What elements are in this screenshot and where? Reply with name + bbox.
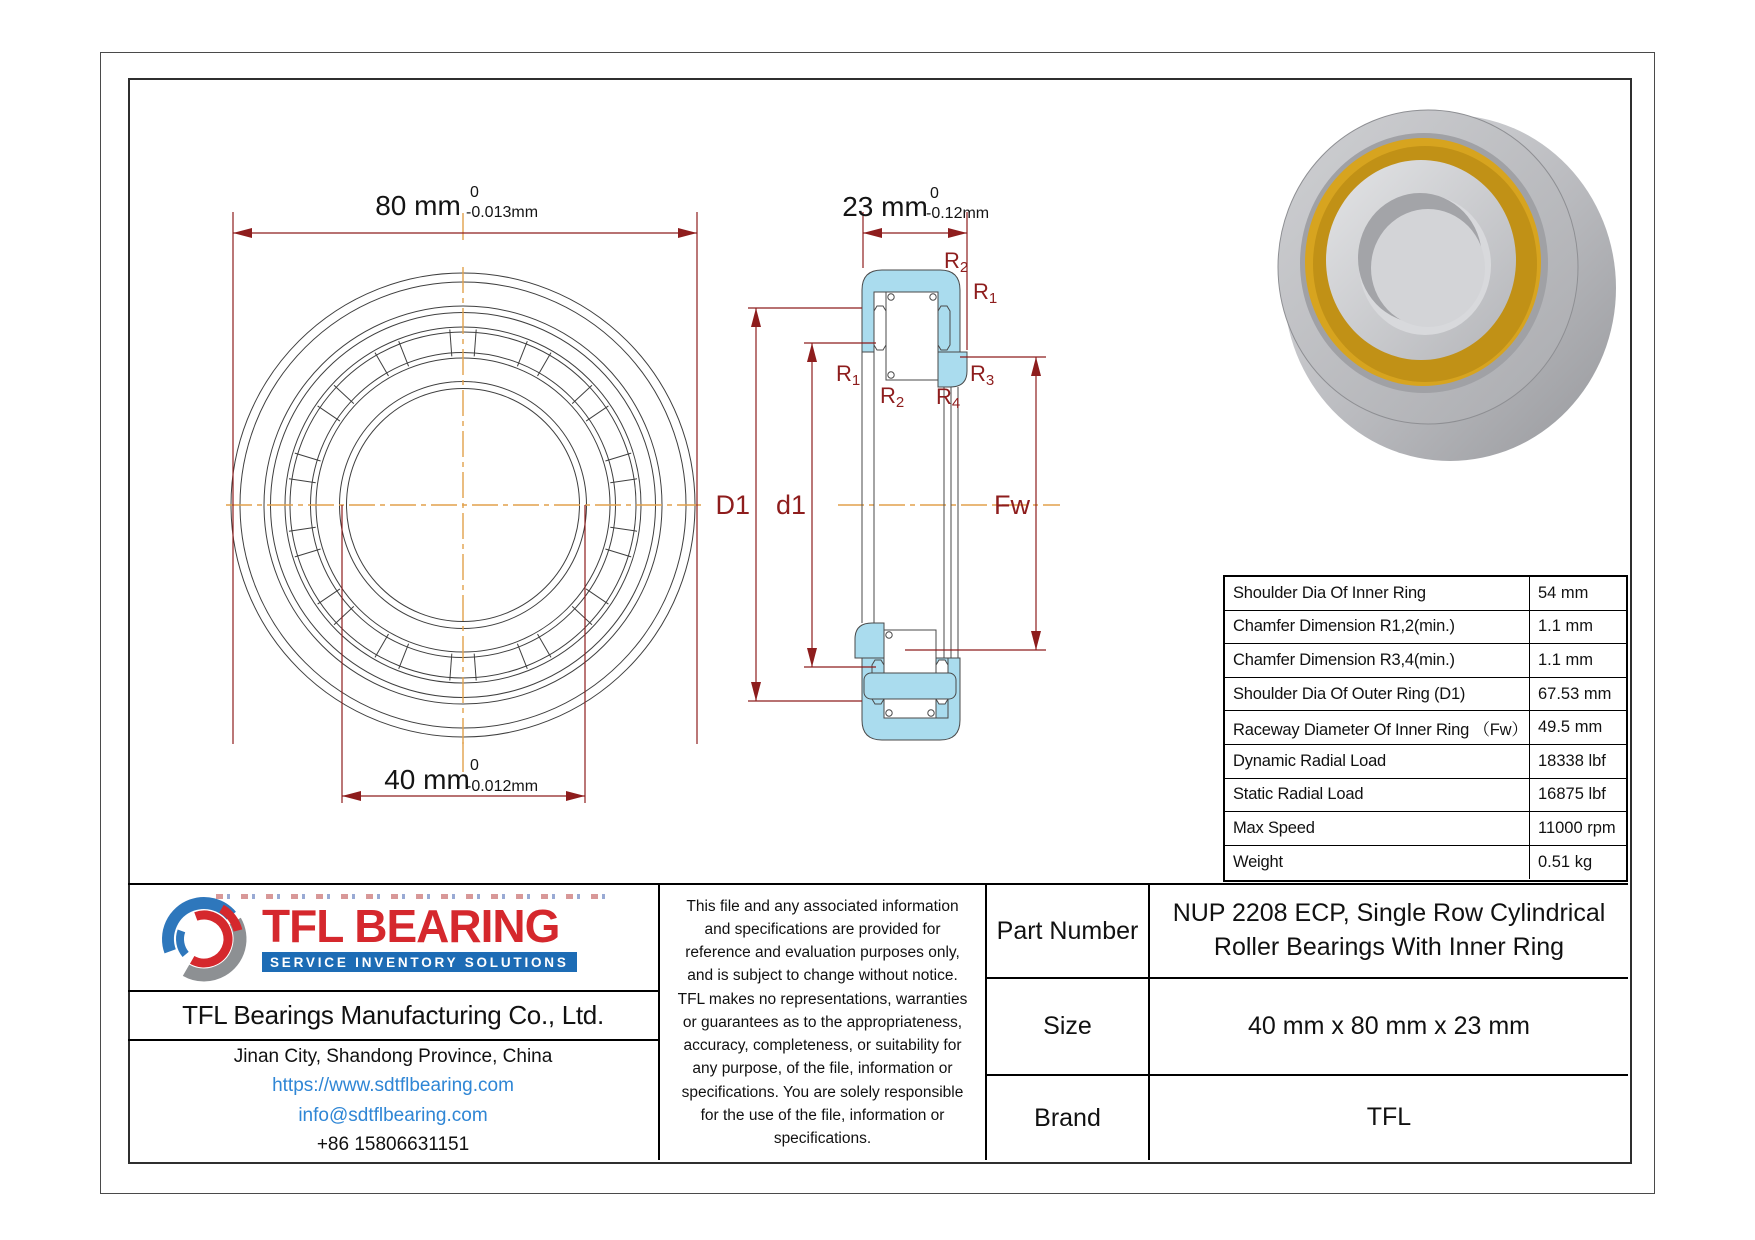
label-r1-left: R1 bbox=[836, 361, 861, 389]
spec-value: 54 mm bbox=[1538, 583, 1589, 602]
spec-value: 0.51 kg bbox=[1538, 853, 1593, 872]
spec-value: 16875 lbf bbox=[1538, 785, 1606, 804]
spec-label: Chamfer Dimension R1,2(min.) bbox=[1225, 611, 1530, 644]
spec-label: Chamfer Dimension R3,4(min.) bbox=[1225, 644, 1530, 677]
width-dim-tol-top: 0 bbox=[930, 185, 939, 202]
table-row bbox=[1225, 678, 1626, 712]
logo-registration-marks bbox=[216, 894, 616, 899]
table-row bbox=[1225, 644, 1626, 678]
spec-value: 1.1 mm bbox=[1538, 617, 1594, 636]
company-logo bbox=[128, 885, 658, 990]
cage-bar bbox=[864, 673, 956, 699]
spec-label: Shoulder Dia Of Outer Ring (D1) bbox=[1225, 678, 1530, 711]
company-phone: +86 15806631151 bbox=[316, 1133, 470, 1155]
company-name-cell bbox=[128, 992, 658, 1039]
table-row bbox=[1225, 779, 1626, 813]
spec-label: Weight bbox=[1225, 846, 1530, 880]
title-block bbox=[128, 883, 1628, 1160]
table-row bbox=[1225, 577, 1626, 611]
spec-value: 67.53 mm bbox=[1538, 684, 1612, 703]
label-r2-top: R2 bbox=[944, 248, 969, 276]
outer-dim-tol-bottom: -0.013mm bbox=[466, 204, 539, 221]
roller-top bbox=[886, 292, 938, 380]
disclaimer-text bbox=[660, 885, 985, 1160]
bore-dim-value: 40 mm bbox=[384, 764, 470, 795]
table-row bbox=[1225, 812, 1626, 846]
width-dim-value: 23 mm bbox=[842, 191, 928, 222]
bore-dim-tol-bottom: -0.012mm bbox=[466, 778, 539, 795]
field-label-part-number: Part Number bbox=[996, 916, 1139, 945]
table-row bbox=[1225, 711, 1626, 745]
spec-value: 1.1 mm bbox=[1538, 650, 1594, 669]
logo-tagline: SERVICE INVENTORY SOLUTIONS bbox=[262, 952, 577, 972]
specification-table bbox=[1223, 575, 1628, 882]
company-email-link[interactable]: info@sdtflbearing.com bbox=[298, 1104, 488, 1126]
spec-label: Dynamic Radial Load bbox=[1225, 745, 1530, 778]
field-value-size: 40 mm x 80 mm x 23 mm bbox=[1248, 1011, 1530, 1040]
spec-value: 11000 rpm bbox=[1538, 818, 1616, 837]
table-row bbox=[1225, 745, 1626, 779]
logo-swirl-icon bbox=[158, 891, 250, 985]
table-row bbox=[1225, 846, 1626, 880]
spec-label: Static Radial Load bbox=[1225, 779, 1530, 812]
label-r2-bottom: R2 bbox=[880, 383, 905, 411]
company-website-link[interactable]: https://www.sdtflbearing.com bbox=[272, 1075, 514, 1097]
width-dim-tol-bottom: -0.12mm bbox=[926, 205, 990, 222]
label-r1-top: R1 bbox=[973, 279, 998, 307]
company-address-cell bbox=[128, 1041, 658, 1160]
company-address: Jinan City, Shandong Province, China bbox=[233, 1045, 553, 1067]
bearing-3d-image bbox=[1278, 110, 1616, 461]
outer-dim-tol-top: 0 bbox=[470, 184, 479, 201]
bore-dim-tol-top: 0 bbox=[470, 757, 479, 774]
label-d1: d1 bbox=[775, 490, 806, 520]
table-row bbox=[1225, 611, 1626, 645]
spec-label: Raceway Diameter Of Inner Ring （Fw） bbox=[1225, 711, 1530, 744]
field-value-brand: TFL bbox=[1366, 1103, 1412, 1132]
field-value-part-number: NUP 2208 ECP, Single Row Cylindrical Roller Bearings With Inner Ring bbox=[1172, 899, 1606, 961]
spec-label: Shoulder Dia Of Inner Ring bbox=[1225, 577, 1530, 610]
outer-dim-value: 80 mm bbox=[375, 190, 461, 221]
spec-value: 18338 lbf bbox=[1538, 751, 1606, 770]
company-name: TFL Bearings Manufacturing Co., Ltd. bbox=[182, 1000, 604, 1030]
field-label-brand: Brand bbox=[1034, 1103, 1101, 1132]
logo-brand-text: TFL BEARING bbox=[262, 900, 560, 952]
spec-value: 49.5 mm bbox=[1538, 718, 1603, 737]
spec-label: Max Speed bbox=[1225, 812, 1530, 845]
disclaimer: This file and any associated information and specifications are provided for reference and evaluation purposes only, and is subject to change without notice. TFL makes no representations, warranties or guarantees as to the appropriateness, accuracy, completeness, or suitability for any purpose, of the file, information or specifications. You are solely responsible for the use of the file, information or specifications. bbox=[677, 897, 968, 1148]
label-r4-bottom: R4 bbox=[936, 384, 961, 412]
label-Fw: Fw bbox=[994, 490, 1030, 520]
label-r3-right: R3 bbox=[970, 361, 995, 389]
field-label-size: Size bbox=[1043, 1012, 1092, 1040]
label-D1: D1 bbox=[715, 490, 750, 520]
